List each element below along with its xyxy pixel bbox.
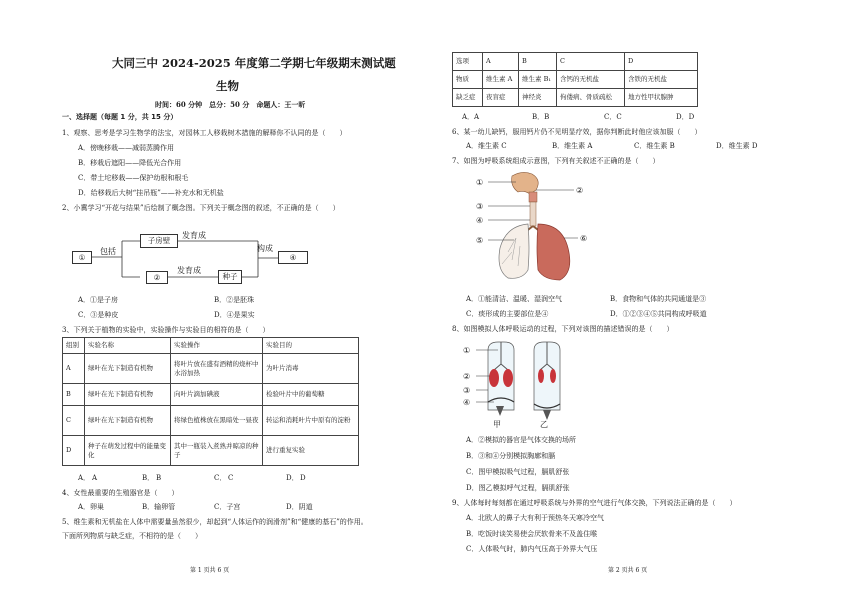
section-title: 一、选择题（每题 1 分，共 15 分） [62,113,178,121]
concept-label-fayucheng-2: 发育成 [177,266,201,275]
subject-title: 生物 [216,79,239,93]
q1-option-d: D．给移栽后大树“挂吊瓶”——补充水和无机盐 [78,189,224,197]
q8-label-yi: 乙 [540,420,548,429]
q3-option-c: C． [214,474,227,482]
concept-label-baokuo: 包括 [100,247,116,256]
q5-option-c: C．C [604,113,622,121]
q5-table-cell: 含钙的无机盐 [557,71,625,89]
q9-option-c: C．人体吸气时，肺内气压高于外界大气压 [466,545,598,553]
q3-header: 实验目的 [263,338,359,354]
q3-cell: 将绿色植株放在黑暗处一昼夜 [171,406,263,436]
q9-stem: 9、人体每时每刻都在通过呼吸系统与外界的空气进行气体交换，下列说法正确的是（ ） [452,499,737,507]
concept-node-zhongzi: 种子 [218,270,242,284]
q3-cell: 绿叶在光下制造有机物 [85,384,171,406]
q7-option-d: D．①②③④⑤共同构成呼吸道 [610,310,707,318]
q3-cell: A [63,354,85,384]
q3-header: 组别 [63,338,85,354]
q2-option-a: A．①是子房 [78,296,119,304]
q4-stem: 4、女性最重要的生殖器官是（ ） [62,489,179,497]
exam-info: 时间：60 分钟 总分：50 分 命题人：王一昕 [155,100,306,109]
q4-option-d: D．阴道 [286,503,313,511]
q5-table-cell: 物质 [453,71,483,89]
q7-label-6: ⑥ [580,234,588,243]
q7-label-3: ③ [476,202,484,211]
q3-cell: 将叶片放在盛有酒精的烧杯中水浴加热 [171,354,263,384]
q3-cell: 其中一瓶装入煮熟并晾凉的种子 [171,436,263,466]
q3-cell: 向叶片滴加碘液 [171,384,263,406]
q3-option-a: A． [78,474,91,482]
q8-label-3: ③ [463,386,471,395]
q7-stem: 7、如图为呼吸系统组成示意图，下列有关叙述不正确的是（ ） [452,157,660,165]
q8-option-d: D．图乙模拟呼气过程，膈肌舒张 [466,484,570,492]
q6-stem: 6、某一幼儿缺钙，服用钙片仍不见明显疗效，据你判断此时他应该加服（ ） [452,128,702,136]
q1-stem: 1、观察、思考是学习生物学的法宝，对园林工人移栽树木措施的解释你不认同的是（ ） [62,129,347,137]
q6-option-b: B．维生素 A [552,142,593,150]
q8-option-b: B．③和④分别模拟胸廓和膈 [466,452,556,460]
q8-stem: 8、如图模拟人体呼吸运动的过程，下列对该图的描述错误的是（ ） [452,325,674,333]
q3-cell: 绿叶在光下制造有机物 [85,406,171,436]
q2-option-d: D．④是果实 [214,311,255,319]
q2-stem: 2、小冀学习“开花与结果”后绘制了概念图。下列关于概念图的叙述，不正确的是（ ） [62,204,340,212]
q3-stem: 3、下列关于植物的实验中，实验操作与实验目的相符的是（ ） [62,326,270,334]
concept-map-lines [0,0,430,300]
q8-label-jia: 甲 [493,420,501,429]
q3-cell: B [63,384,85,406]
q5-table-cell: C [557,53,625,71]
q3-cell: D [63,436,85,466]
q1-option-a: A．傍晚移栽——减弱蒸腾作用 [78,144,175,152]
q5-table-cell: 佝偻病、骨质疏松 [557,89,625,107]
q5-table-cell: 维生素 B₁ [519,71,557,89]
concept-node-zifangbi: 子房壁 [140,234,178,248]
q3-cell: 为叶片消毒 [263,354,359,384]
q2-option-c: C．③是种皮 [78,311,119,319]
q4-option-c: C．子宫 [214,503,241,511]
q5-table [452,52,698,107]
q5-stem-line2: 下面所列物质与缺乏症，不相符的是（ ） [62,532,202,540]
q7-option-b: B．食物和气体的共同通道是③ [610,295,707,303]
q3-cell: 种子在萌发过程中的能量变化 [85,436,171,466]
page-footer-left: 第 1 页共 6 页 [190,567,230,574]
q5-table-cell: 夜盲症 [483,89,519,107]
q1-option-c: C．带土坨移栽——保护幼根和根毛 [78,174,189,182]
q7-label-2: ② [576,186,584,195]
q3-option-b-letter: B [156,474,162,482]
concept-node-1: ① [72,251,92,264]
q6-option-d: D．维生素 D [716,142,758,150]
q3-option-b: B． [142,474,155,482]
concept-node-4: ④ [278,251,308,264]
concept-node-2: ② [146,271,168,284]
q9-option-b: B．吃饭时谈笑易使会厌软骨来不及盖住喉 [466,530,598,538]
q8-label-4: ④ [463,398,471,407]
q7-label-1: ① [476,178,484,187]
q5-option-b: B．B [532,113,550,121]
q7-label-5: ⑤ [476,236,484,245]
q5-table-cell: 选项 [453,53,483,71]
q9-option-a: A．北欧人的鼻子大有利于预热冬天寒冷空气 [466,514,605,522]
q4-option-a: A．卵巢 [78,503,105,511]
q5-option-a: A．A [462,113,480,121]
q8-label-2: ② [463,372,471,381]
q5-table-cell: 维生素 A [483,71,519,89]
q3-option-c-letter: C [228,474,234,482]
q8-option-c: C．图甲模拟吸气过程，膈肌舒张 [466,468,570,476]
exam-title: 大同三中 2024-2025 年度第二学期七年级期末测试题 [112,56,396,70]
q5-option-d: D．D [676,113,695,121]
q5-table-cell: B [519,53,557,71]
q3-cell: 检验叶片中的葡萄糖 [263,384,359,406]
q8-option-a: A．②模拟的器官是气体交换的场所 [466,436,577,444]
concept-label-goucheng: 构成 [257,244,273,253]
q3-header: 实验操作 [171,338,263,354]
q3-cell: 转运和消耗叶片中原有的淀粉 [263,406,359,436]
q7-option-c: C．痰形成的主要部位是④ [466,310,549,318]
q7-option-a: A．①能清洁、温暖、湿润空气 [466,295,563,303]
q3-option-d-letter: D [300,474,306,482]
page-footer-right: 第 2 页共 6 页 [608,567,648,574]
q3-cell: C [63,406,85,436]
q5-table-cell: 含铁的无机盐 [625,71,698,89]
bell-jar-diagram [474,338,584,430]
q4-option-b: B．输卵管 [142,503,176,511]
q5-table-cell: 地方性甲状腺肿 [625,89,698,107]
q5-table-cell: A [483,53,519,71]
q3-cell: 绿叶在光下制造有机物 [85,354,171,384]
q6-option-c: C．维生素 B [634,142,675,150]
q3-option-a-letter: A [92,474,98,482]
concept-label-fayucheng-1: 发育成 [182,231,206,240]
q7-label-4: ④ [476,216,484,225]
q8-label-1: ① [463,346,471,355]
q3-table [62,337,359,466]
q2-option-b: B．②是胚珠 [214,296,255,304]
q6-option-a: A．维生素 C [466,142,507,150]
q1-option-b: B．移栽后遮阳——降低光合作用 [78,159,182,167]
q5-stem-line1: 5、维生素和无机盐在人体中需要量虽然很少，却起到“人体运作的润滑剂”和“健康的基石”的作用。 [62,518,368,526]
q5-table-cell: 神经炎 [519,89,557,107]
q5-table-cell: D [625,53,698,71]
q5-table-cell: 缺乏症 [453,89,483,107]
q3-option-d: D． [286,474,299,482]
q3-header: 实验名称 [85,338,171,354]
q3-cell: 进行重复实验 [263,436,359,466]
